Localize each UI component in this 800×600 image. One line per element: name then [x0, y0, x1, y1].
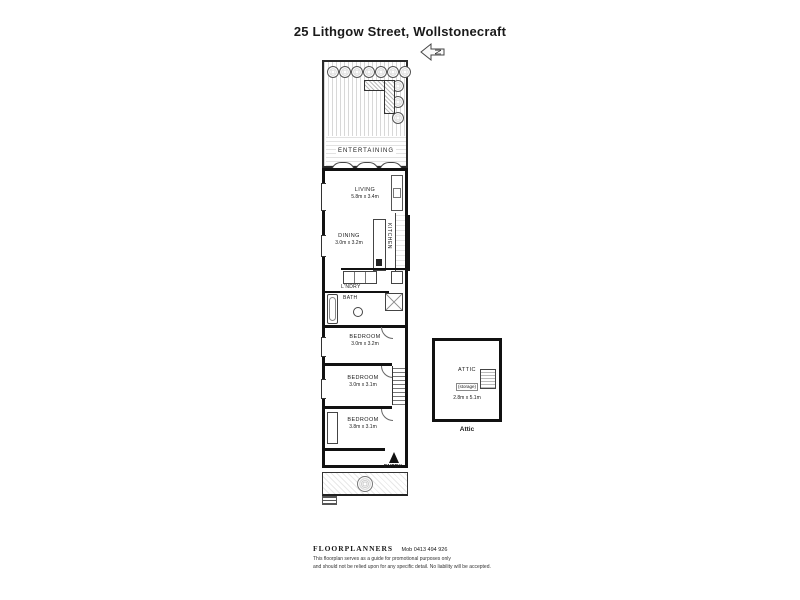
attic-ladder [480, 369, 496, 389]
room-dims: 2.8m x 5.1m [453, 394, 481, 401]
room-name: ATTIC [458, 367, 476, 373]
plant-icon [363, 66, 375, 78]
garden-bed [327, 65, 405, 79]
room-dims: 3.0m x 3.2m [335, 239, 363, 246]
plant-icon [339, 66, 351, 78]
front-steps [322, 496, 337, 505]
attic-outline [432, 338, 502, 422]
room-name: BEDROOM [349, 334, 381, 340]
page-title: 25 Lithgow Street, Wollstonecraft [293, 24, 507, 39]
kitchen-island [373, 219, 386, 271]
shower-icon [385, 293, 403, 311]
plant-icon [351, 66, 363, 78]
window [321, 183, 326, 211]
wall [325, 448, 385, 451]
room-bedroom-3 [337, 417, 389, 430]
plant-icon [327, 66, 339, 78]
plant-icon [399, 66, 411, 78]
rear-yard [322, 60, 408, 168]
window [321, 337, 326, 357]
attic-caption: Attic [459, 426, 475, 433]
room-name: LIVING [354, 187, 376, 193]
north-arrow-icon [420, 42, 446, 62]
room-name: BEDROOM [347, 375, 379, 381]
toilet-icon [353, 307, 363, 317]
disclaimer-line-2: and should not be relied upon for any specific detail. No liability will be accepted. [313, 563, 491, 570]
room-dims: 5.8m x 3.4m [351, 193, 379, 200]
room-name: DINING [338, 233, 360, 239]
wall [325, 291, 389, 293]
room-kitchen: KITCHEN [386, 223, 392, 250]
entry-arrow-icon [389, 452, 399, 463]
room-dining [327, 233, 371, 246]
rosette-icon [357, 476, 373, 492]
sink-icon [376, 259, 382, 266]
room-dims: 3.8m x 3.1m [349, 423, 377, 430]
fireplace-nook [391, 175, 403, 211]
wall [341, 268, 405, 270]
room-name: BEDROOM [347, 417, 379, 423]
bathtub [327, 294, 338, 324]
front-verandah [322, 472, 408, 496]
disclaimer-line-1: This floorplan serves as a guide for promotional purposes only [313, 556, 451, 562]
floorplan [322, 60, 408, 506]
plant-icon [387, 66, 399, 78]
wall-jog [405, 215, 410, 271]
bench-seat [384, 80, 395, 114]
laundry-appliances [343, 271, 377, 284]
brand-name: FLOORPLANNERS [313, 544, 394, 553]
wall [325, 325, 405, 328]
window [321, 235, 326, 257]
staircase [392, 366, 405, 405]
kitchen-counter [395, 213, 405, 271]
entry-label: ENTRY [383, 464, 403, 470]
room-dims: 3.0m x 3.2m [351, 340, 379, 347]
room-dims: 3.0m x 3.1m [349, 381, 377, 388]
wardrobe [327, 412, 338, 444]
phone-number: Mob 0413 494 926 [401, 547, 448, 553]
window [321, 379, 326, 399]
room-label: ENTERTAINING [337, 148, 395, 154]
room-living [339, 187, 391, 200]
room-bath: BATH [343, 295, 358, 301]
room-bedroom-2 [337, 375, 389, 388]
laundry-tub [391, 271, 403, 284]
plant-icon [375, 66, 387, 78]
footer [313, 538, 573, 571]
room-laundry: L'NDRY [341, 284, 361, 290]
room-note: (storage) [457, 384, 476, 390]
house-outline [322, 168, 408, 468]
room-bedroom-1 [339, 334, 391, 347]
north-letter: N [432, 49, 442, 55]
